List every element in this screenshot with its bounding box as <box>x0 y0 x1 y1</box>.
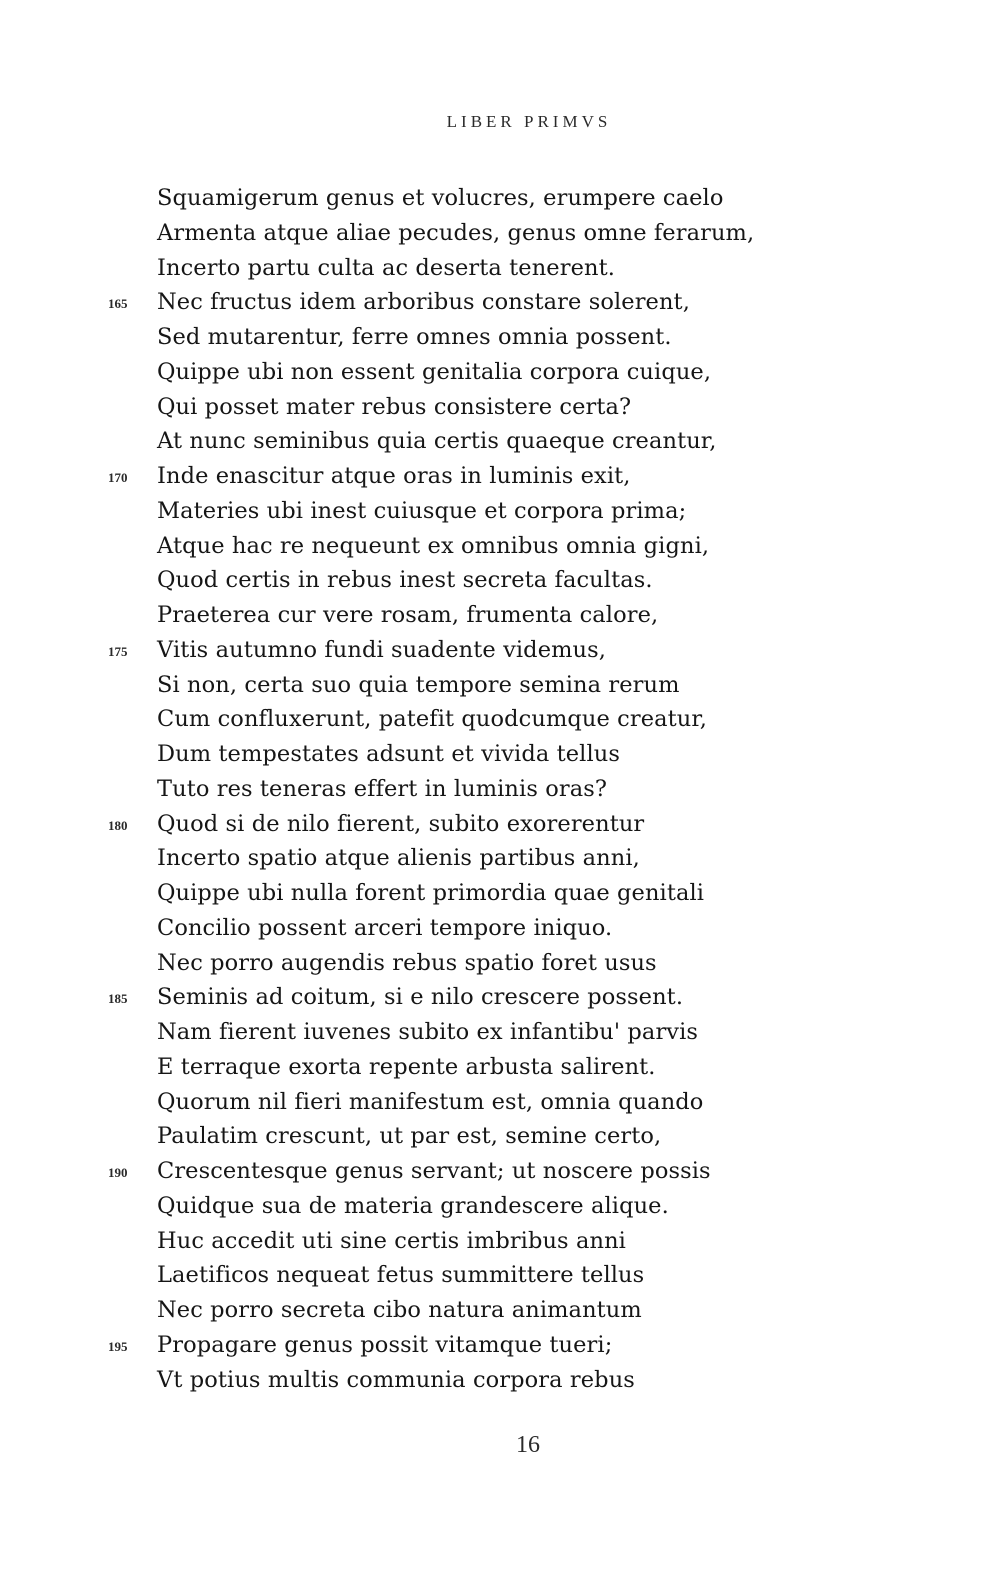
verse-line <box>0 216 1000 251</box>
verse-line <box>0 355 1000 390</box>
line-number: 175 <box>108 643 128 659</box>
verse-text: Concilio possent arceri tempore iniquo. <box>157 914 613 941</box>
verse-text: Sed mutarentur, ferre omnes omnia possent. <box>157 324 672 350</box>
verse-text: Nec porro secreta cibo natura animantum <box>157 1297 642 1323</box>
verse-line <box>0 1224 1000 1259</box>
verse-line <box>0 494 1000 529</box>
verse-text: Quod si de nilo fierent, subito exorerentur <box>157 810 645 837</box>
verse-line <box>0 668 1000 703</box>
verse-line <box>0 181 1000 216</box>
verse-line <box>0 946 1000 981</box>
verse-line <box>0 1119 1000 1154</box>
verse-line <box>0 563 1000 598</box>
verse-text: At nunc seminibus quia certis quaeque creantur, <box>157 428 717 455</box>
verse-line <box>0 911 1000 946</box>
verse-text: Vt potius multis communia corpora rebus <box>157 1366 635 1393</box>
verse-line <box>0 1085 1000 1120</box>
verse-text: Dum tempestates adsunt et vivida tellus <box>157 741 621 767</box>
verse-text: Paulatim crescunt, ut par est, semine certo, <box>157 1123 662 1150</box>
verse-line <box>0 1363 1000 1398</box>
verse-line <box>0 702 1000 737</box>
verse-text: Squamigerum genus et volucres, erumpere caelo <box>157 185 724 211</box>
verse-line <box>0 320 1000 355</box>
verse-line <box>0 1258 1000 1293</box>
line-number: 185 <box>108 991 128 1007</box>
verse-line <box>0 633 1000 668</box>
verse-line <box>0 876 1000 911</box>
verse-text: Si non, certa suo quia tempore semina rerum <box>157 671 680 698</box>
verse-line <box>0 737 1000 772</box>
verse-text: Seminis ad coitum, si e nilo crescere possent. <box>157 984 684 1011</box>
verse-line <box>0 459 1000 494</box>
running-head: LIBER PRIMVS <box>446 112 612 131</box>
verse-text: Nam fierent iuvenes subito ex infantibu' parvis <box>157 1019 699 1045</box>
verse-text: Quippe ubi nulla forent primordia quae genitali <box>157 880 705 906</box>
verse-text: Quod certis in rebus inest secreta facultas. <box>157 567 653 594</box>
verse-line <box>0 285 1000 320</box>
verse-text: Laetificos nequeat fetus summittere tellus <box>157 1262 645 1289</box>
verse-line <box>0 772 1000 807</box>
verse-line <box>0 251 1000 286</box>
verse-text: Incerto partu culta ac deserta tenerent. <box>157 254 615 281</box>
verse-text: Inde enascitur atque oras in luminis exit, <box>157 463 631 489</box>
verse-text: Quippe ubi non essent genitalia corpora cuique, <box>157 358 712 385</box>
verse-list <box>0 181 1000 1397</box>
line-number: 170 <box>108 470 128 485</box>
verse-line <box>0 841 1000 876</box>
verse-text: Nec fructus idem arboribus constare solerent, <box>157 289 690 316</box>
verse-text: Nec porro augendis rebus spatio foret usus <box>157 949 657 976</box>
verse-text: Quidque sua de materia grandescere alique. <box>157 1192 669 1219</box>
line-number: 190 <box>108 1165 128 1180</box>
verse-line <box>0 598 1000 633</box>
line-number: 180 <box>108 817 128 833</box>
verse-line <box>0 807 1000 842</box>
verse-text: Cum confluxerunt, patefit quodcumque creatur, <box>157 706 708 733</box>
verse-text: Crescentesque genus servant; ut noscere possis <box>157 1158 711 1184</box>
verse-line <box>0 1050 1000 1085</box>
verse-text: Tuto res teneras effert in luminis oras? <box>157 775 608 802</box>
verse-text: Quorum nil fieri manifestum est, omnia quando <box>157 1088 704 1115</box>
verse-line <box>0 1189 1000 1224</box>
verse-line <box>0 529 1000 564</box>
verse-line <box>0 390 1000 425</box>
verse-text: Propagare genus possit vitamque tueri; <box>157 1331 613 1358</box>
verse-line <box>0 424 1000 459</box>
verse-text: Armenta atque aliae pecudes, genus omne ferarum, <box>157 219 755 246</box>
verse-line <box>0 1293 1000 1328</box>
verse-line <box>0 1154 1000 1189</box>
verse-text: Praeterea cur vere rosam, frumenta calore, <box>157 602 659 628</box>
verse-text: Incerto spatio atque alienis partibus anni, <box>157 845 640 872</box>
verse-line <box>0 1328 1000 1363</box>
verse-text: Materies ubi inest cuiusque et corpora prima; <box>157 497 687 524</box>
line-number: 195 <box>108 1338 128 1354</box>
line-number: 165 <box>108 296 128 312</box>
verse-text: Huc accedit uti sine certis imbribus anni <box>157 1227 626 1254</box>
verse-text: Vitis autumno fundi suadente videmus, <box>157 636 607 663</box>
page-number: 16 <box>516 1432 540 1458</box>
verse-text: Qui posset mater rebus consistere certa? <box>157 393 632 420</box>
verse-line <box>0 1015 1000 1050</box>
verse-text: E terraque exorta repente arbusta salirent. <box>157 1053 656 1080</box>
verse-line <box>0 980 1000 1015</box>
verse-text: Atque hac re nequeunt ex omnibus omnia gigni, <box>157 532 710 559</box>
